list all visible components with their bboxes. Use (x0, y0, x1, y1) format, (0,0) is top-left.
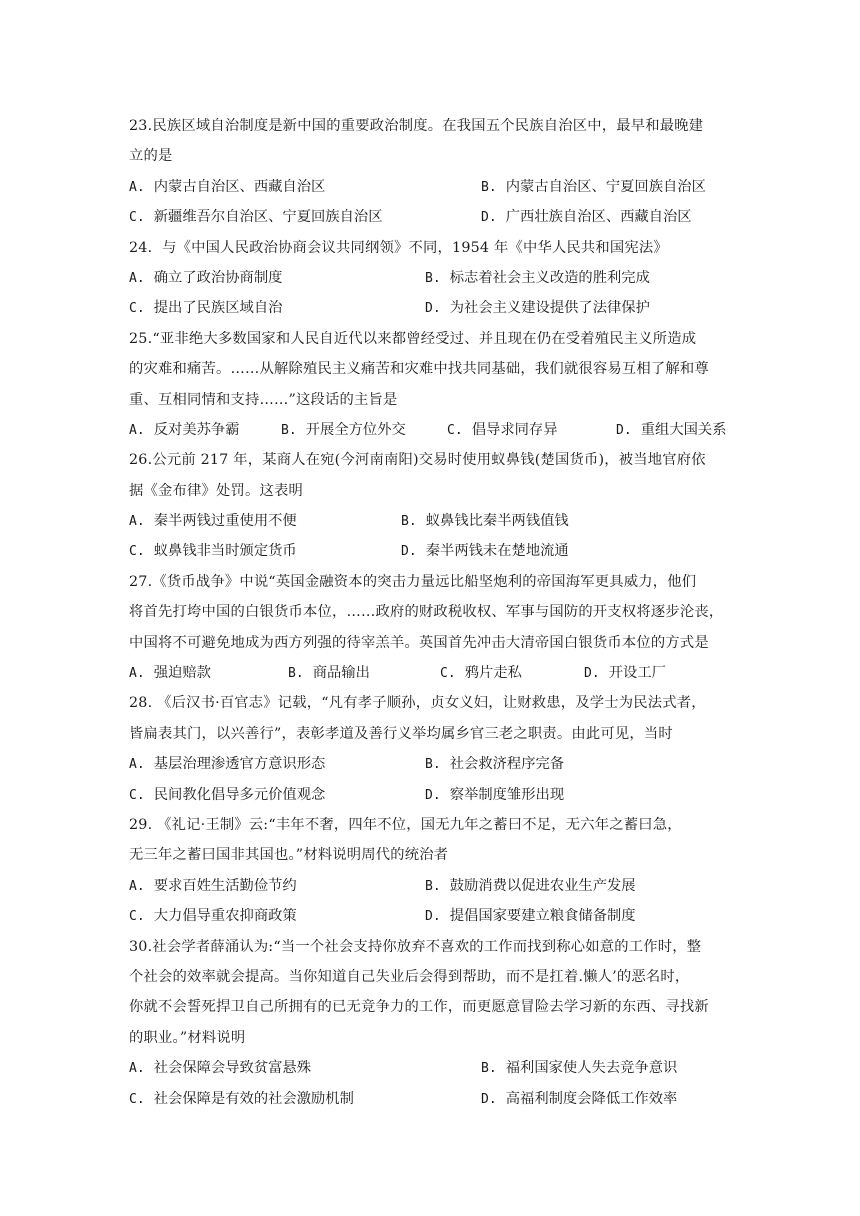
option-b: B. 开展全方位外交 (281, 421, 406, 438)
option-d: D. 秦半两钱未在楚地流通 (401, 543, 569, 560)
option-a: A. 内蒙古自治区、西藏自治区 (129, 178, 326, 195)
question-24-options-row-2 (129, 293, 733, 323)
question-23 (129, 111, 733, 233)
question-28-stem-line-2: 皆扁表其门，以兴善行”，表彰孝道及善行义举均属乡官三老之职责。由此可见，当时 (129, 725, 673, 742)
option-b: B. 福利国家使人失去竞争意识 (481, 1060, 678, 1077)
question-29-options-row-1 (129, 871, 733, 901)
option-b: B. 标志着社会主义改造的胜利完成 (425, 269, 650, 286)
question-list (129, 111, 733, 1114)
question-23-stem-line-1: 23.民族区域自治制度是新中国的重要政治制度。在我国五个民族自治区中，最早和最晚建 (129, 118, 704, 134)
question-25-stem-line-3: 重、互相同情和支持……”这段话的主旨是 (129, 391, 398, 408)
question-27-stem-line-3: 中国将不可避免地成为西方列强的待宰羔羊。英国首先冲击大清帝国白银货币本位的方式是 (129, 634, 709, 651)
option-d: D. 开设工厂 (584, 665, 666, 682)
question-26-options-row-1 (129, 506, 733, 536)
question-29 (129, 810, 733, 932)
question-30-stem-line-1: 30.社会学者薛涌认为:“当一个社会支持你放弃不喜欢的工作而找到称心如意的工作时，整 (129, 938, 702, 955)
question-28-options-row-1 (129, 749, 733, 779)
option-a: A. 社会保障会导致贫富悬殊 (129, 1060, 312, 1077)
option-a: A. 确立了政治协商制度 (129, 269, 283, 286)
option-c: C. 倡导求同存异 (447, 421, 558, 438)
option-d: D. 提倡国家要建立粮食储备制度 (425, 908, 636, 925)
question-28-stem-line-1: 28. 《后汉书·百官志》记载，“凡有孝子顺孙，贞女义妇，让财救患，及学士为民法式者， (129, 695, 706, 712)
question-30-stem-line-2: 个社会的效率就会提高。当你知道自己失业后会得到帮助，而不是扛着.懒人’的恶名时， (129, 968, 690, 985)
question-28-options-row-2 (129, 780, 733, 810)
question-30-options-row-1 (129, 1053, 733, 1083)
option-d: D. 重组大国关系 (616, 421, 727, 438)
question-27-stem-line-1: 27.《货币战争》中说“英国金融资本的突击力量远比船坚炮利的帝国海军更具威力，他们 (129, 573, 697, 590)
question-30-stem-line-3: 你就不会誓死捍卫自己所拥有的已无竞争力的工作，而更愿意冒险去学习新的东西、寻找新 (129, 999, 709, 1016)
question-25-stem-line-2: 的灾难和痛苦。……从解除殖民主义痛苦和灾难中找共同基础，我们就很容易互相了解和尊 (129, 361, 709, 378)
question-30-options-row-2 (129, 1084, 733, 1114)
option-a: A. 反对美苏争霸 (129, 421, 240, 438)
question-25-options-row (129, 415, 733, 445)
question-29-options-row-2 (129, 901, 733, 931)
question-27-options-row (129, 658, 733, 688)
question-26 (129, 445, 733, 567)
question-29-stem-line-1: 29. 《礼记·王制》云:“丰年不奢，四年不位，国无九年之蓄曰不足，无六年之蓄曰急， (129, 816, 682, 833)
option-c: C. 提出了民族区域自治 (129, 300, 283, 317)
question-28 (129, 688, 733, 810)
question-23-stem-line-2: 立的是 (129, 148, 173, 165)
option-d: D. 察举制度雏形出现 (425, 786, 565, 803)
question-30 (129, 932, 733, 1114)
option-b: B. 社会救济程序完备 (425, 756, 565, 773)
option-c: C. 民间教化倡导多元价值观念 (129, 786, 326, 803)
question-30-stem-line-4: 的职业。”材料说明 (129, 1029, 246, 1046)
question-25-stem-line-1: 25.“亚非绝大多数国家和人民自近代以来都曾经受过、并且现在仍在受着殖民主义所造成 (129, 330, 697, 347)
question-26-stem-line-1: 26.公元前 217 年，某商人在宛(今河南南阳)交易时使用蚁鼻钱(楚国货币)，被当地官府依 (129, 452, 706, 469)
question-26-stem-line-2: 据《金布律》处罚。这表明 (129, 482, 303, 499)
question-25 (129, 324, 733, 446)
option-a: A. 秦半两钱过重使用不便 (129, 513, 297, 530)
option-b: B. 内蒙古自治区、宁夏回族自治区 (481, 178, 706, 195)
question-24-stem-line-1: 24．与《中国人民政治协商会议共同纲领》不同，1954 年《中华人民共和国宪法》 (129, 239, 668, 256)
question-24 (129, 233, 733, 324)
option-a: A. 要求百姓生活勤俭节约 (129, 877, 297, 894)
option-d: D. 高福利制度会降低工作效率 (481, 1090, 678, 1107)
option-c: C. 鸦片走私 (440, 665, 522, 682)
question-24-options-row-1 (129, 263, 733, 293)
option-d: D. 广西壮族自治区、西藏自治区 (481, 209, 692, 226)
option-b: B. 商品输出 (288, 665, 370, 682)
option-b: B. 鼓励消费以促进农业生产发展 (425, 877, 636, 894)
question-27 (129, 567, 733, 689)
option-a: A. 基层治理渗透官方意识形态 (129, 756, 326, 773)
option-d: D. 为社会主义建设提供了法律保护 (425, 300, 650, 317)
question-26-options-row-2 (129, 536, 733, 566)
option-c: C. 社会保障是有效的社会激励机制 (129, 1090, 354, 1107)
question-23-options-row-1 (129, 172, 733, 202)
question-23-options-row-2 (129, 202, 733, 232)
option-a: A. 强迫赔款 (129, 665, 211, 682)
question-27-stem-line-2: 将首先打垮中国的白银货币本位，……政府的财政税收权、军事与国防的开支权将逐步沦丧， (129, 604, 724, 621)
option-c: C. 新疆维吾尔自治区、宁夏回族自治区 (129, 209, 383, 226)
option-b: B. 蚁鼻钱比秦半两钱值钱 (401, 513, 569, 530)
option-c: C. 大力倡导重农抑商政策 (129, 908, 297, 925)
question-29-stem-line-2: 无三年之蓄曰国非其国也。”材料说明周代的统治者 (129, 847, 449, 864)
option-c: C. 蚁鼻钱非当时颁定货币 (129, 543, 297, 560)
